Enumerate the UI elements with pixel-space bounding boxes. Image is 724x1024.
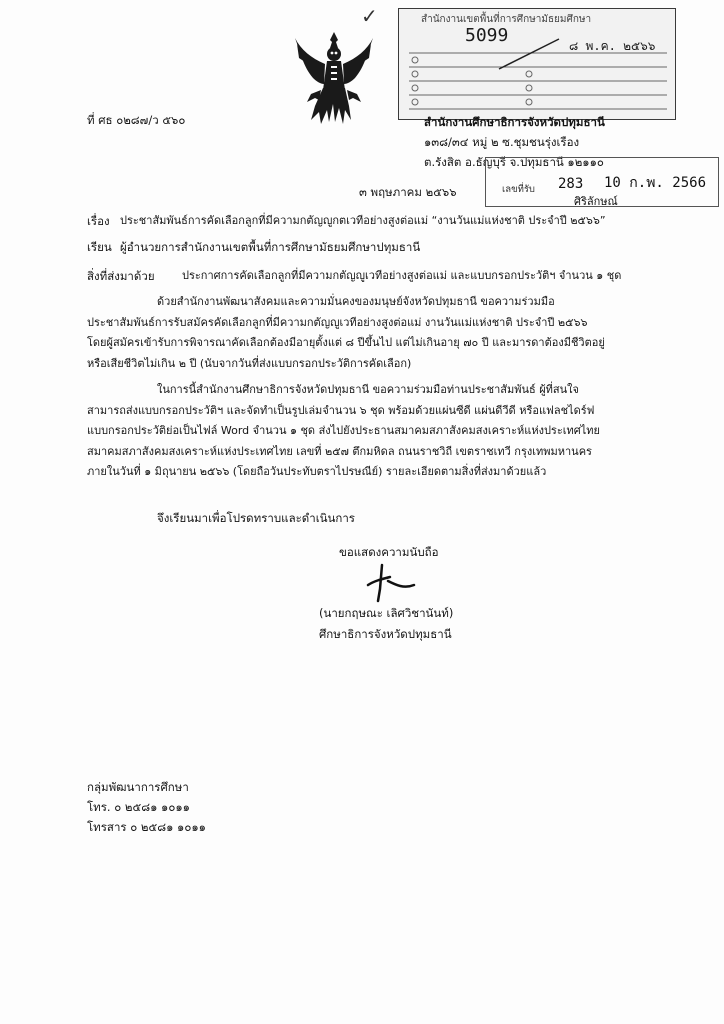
footer-fax: โทรสาร ๐ ๒๕๘๑ ๑๐๑๑	[87, 820, 206, 834]
letter-date: ๓ พฤษภาคม ๒๕๖๖	[359, 185, 457, 199]
stamp-right-note: ศิริลักษณ์	[574, 195, 618, 208]
closing-salutation: ขอแสดงความนับถือ	[339, 545, 439, 559]
stamp-right-date: 10 ก.พ. 2566	[604, 175, 706, 191]
enclosure-text: ประกาศการคัดเลือกลูกที่มีความกตัญญูเวทีอย่างสูงต่อแม่ และแบบกรอกประวัติฯ จำนวน ๑ ชุด	[182, 269, 622, 282]
paragraph-line: ในการนี้สำนักงานศึกษาธิการจังหวัดปทุมธานี ขอความร่วมมือท่านประชาสัมพันธ์ ผู้ที่สนใจ	[157, 383, 579, 396]
received-stamp-right	[485, 157, 719, 207]
subject-label: เรื่อง	[87, 214, 110, 228]
stamp-number-label: เลขที่รับ	[502, 184, 535, 195]
stamp-form-lines	[399, 9, 675, 119]
signature-mark	[360, 555, 430, 605]
body-paragraph-1	[87, 292, 605, 374]
recipient-label: เรียน	[87, 240, 112, 254]
stamp-number: 5099	[465, 25, 509, 46]
stamp-date: ๘ พ.ค. ๒๕๖๖	[569, 39, 656, 53]
paragraph-line: แบบกรอกประวัติย่อเป็นไฟล์ Word จำนวน ๑ ชุด ส่งไปยังประธานสมาคมสภาสังคมสงเคราะห์แห่งประเทศไทย	[87, 424, 600, 437]
footer-phone: โทร. ๐ ๒๕๘๑ ๑๐๑๑	[87, 800, 190, 814]
garuda-emblem-icon	[291, 28, 377, 128]
handwritten-checkmark: ✓	[361, 4, 378, 28]
signer-name: (นายกฤษณะ เลิศวิชานันท์)	[319, 606, 454, 620]
body-paragraph-3: จึงเรียนมาเพื่อโปรดทราบและดำเนินการ	[157, 511, 355, 525]
stamp-office: สำนักงานเขตพื้นที่การศึกษามัธยมศึกษา	[421, 14, 592, 25]
enclosure-label: สิ่งที่ส่งมาด้วย	[87, 269, 155, 283]
paragraph-line: โดยผู้สมัครเข้ารับการพิจารณาคัดเลือกต้องมีอายุตั้งแต่ ๘ ปีขึ้นไป แต่ไม่เกินอายุ ๗๐ ปี และมารดาต้องมีชีวิตอยู่	[87, 336, 605, 349]
received-stamp-top	[398, 8, 676, 120]
signer-title: ศึกษาธิการจังหวัดปทุมธานี	[319, 627, 452, 641]
office-name: สำนักงานศึกษาธิการจังหวัดปทุมธานี	[424, 115, 605, 129]
recipient-text: ผู้อำนวยการสำนักงานเขตพื้นที่การศึกษามัธยมศึกษาปทุมธานี	[120, 240, 421, 254]
reference-number: ที่ ศธ ๐๒๘๗/ว ๕๖๐	[87, 113, 186, 127]
body-paragraph-2	[87, 380, 600, 483]
paragraph-line: สามารถส่งแบบกรอกประวัติฯ และจัดทำเป็นรูปเล่มจำนวน ๖ ชุด พร้อมด้วยแผ่นซีดี แผ่นดีวีดี หรือแฟลชไดร์ฟ	[87, 403, 595, 417]
paragraph-line: หรือเสียชีวิตไม่เกิน ๒ ปี (นับจากวันที่ส่งแบบกรอกประวัติการคัดเลือก)	[87, 356, 412, 370]
paragraph-line: สมาคมสภาสังคมสงเคราะห์แห่งประเทศไทย เลขที่ ๒๕๗ ตึกมหิดล ถนนราชวิถี เขตราชเทวี กรุงเทพมหานคร	[87, 444, 592, 458]
paragraph-line: ด้วยสำนักงานพัฒนาสังคมและความมั่นคงของมนุษย์จังหวัดปทุมธานี ขอความร่วมมือ	[157, 295, 555, 308]
paragraph-line: ประชาสัมพันธ์การรับสมัครคัดเลือกลูกที่มีความกตัญญูเวทีอย่างสูงต่อแม่ งานวันแม่แห่งชาติ ประจำปี ๒๕๖๖	[87, 315, 588, 329]
footer-unit: กลุ่มพัฒนาการศึกษา	[87, 780, 189, 794]
address-line-2: ต.รังสิต อ.ธัญบุรี จ.ปทุมธานี ๑๒๑๑๐	[424, 155, 604, 169]
stamp-right-number: 283	[558, 176, 584, 192]
subject-text: ประชาสัมพันธ์การคัดเลือกลูกที่มีความกตัญญูกตเวทีอย่างสูงต่อแม่ “งานวันแม่แห่งชาติ ประจำปี ๒๕๖๖”	[120, 214, 606, 227]
address-line-1: ๑๓๘/๓๔ หมู่ ๒ ซ.ชุมชนรุ่งเรือง	[424, 135, 580, 149]
paragraph-line: ภายในวันที่ ๑ มิถุนายน ๒๕๖๖ (โดยถือวันประทับตราไปรษณีย์) รายละเอียดตามสิ่งที่ส่งมาด้วยแล้ว	[87, 465, 547, 478]
